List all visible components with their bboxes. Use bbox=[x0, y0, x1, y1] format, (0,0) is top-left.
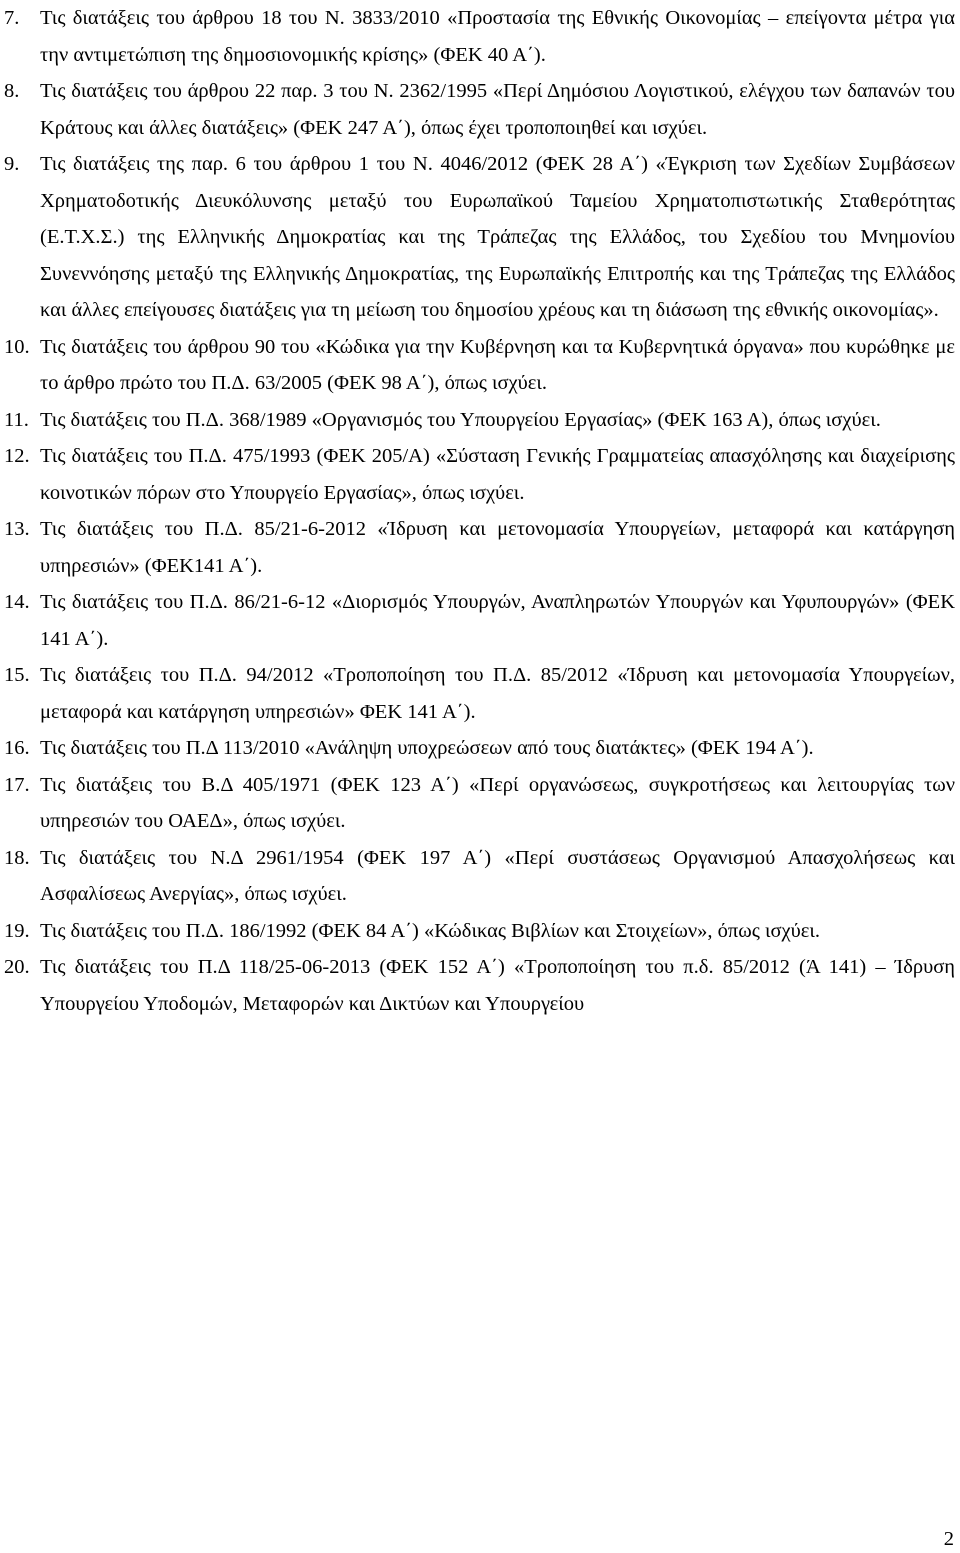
list-item-number: 7. bbox=[4, 7, 20, 29]
list-item-text: Τις διατάξεις του άρθρου 22 παρ. 3 του Ν. 2362/1995 «Περί Δημόσιου Λογιστικού, ελέγχου των δαπανών του Κράτους και άλλες διατάξεις» (ΦΕΚ 247 Α΄), όπως έχει τροποποιηθεί και ισχύει. bbox=[40, 80, 955, 139]
page-number: 2 bbox=[943, 1528, 954, 1550]
list-item-text: Τις διατάξεις του Π.Δ. 475/1993 (ΦΕΚ 205/Α) «Σύσταση Γενικής Γραμματείας απασχόλησης και διαχείρισης κοινοτικών πόρων στο Υπουργείο Εργασίας», όπως ισχύει. bbox=[40, 445, 955, 504]
list-item-text: Τις διατάξεις του άρθρου 18 του Ν. 3833/2010 «Προστασία της Εθνικής Οικονομίας – επείγοντα μέτρα για την αντιμετώπιση της δημοσιονομικής κρίσης» (ΦΕΚ 40 Α΄). bbox=[40, 7, 955, 66]
list-item bbox=[0, 511, 955, 584]
list-item-text: Τις διατάξεις του Β.Δ 405/1971 (ΦΕΚ 123 Α΄) «Περί οργανώσεως, συγκροτήσεως και λειτουργίας των υπηρεσιών του ΟΑΕΔ», όπως ισχύει. bbox=[40, 773, 955, 832]
list-item bbox=[0, 438, 955, 511]
list-item bbox=[0, 913, 955, 950]
list-item-text: Τις διατάξεις του Π.Δ. 186/1992 (ΦΕΚ 84 Α΄) «Κώδικας Βιβλίων και Στοιχείων», όπως ισχύει. bbox=[40, 919, 821, 942]
list-item-text: Τις διατάξεις του Π.Δ. 86/21-6-12 «Διορισμός Υπουργών, Αναπληρωτών Υπουργών και Υφυπουργών» (ΦΕΚ 141 Α΄). bbox=[40, 591, 955, 650]
list-item-number: 19. bbox=[4, 919, 30, 942]
list-item-text: Τις διατάξεις του Π.Δ 113/2010 «Ανάληψη υποχρεώσεων από τους διατάκτες» (ΦΕΚ 194 Α΄). bbox=[40, 737, 814, 759]
list-item-text: Τις διατάξεις του Π.Δ. 368/1989 «Οργανισμός του Υπουργείου Εργασίας» (ΦΕΚ 163 Α), όπως ισχύει. bbox=[40, 408, 881, 431]
list-item-text: Τις διατάξεις του Π.Δ. 85/21-6-2012 «Ίδρυση και μετονομασία Υπουργείων, μεταφορά και κατάργηση υπηρεσιών» (ΦΕΚ141 Α΄). bbox=[40, 518, 955, 577]
list-item bbox=[0, 584, 955, 657]
list-item bbox=[0, 402, 955, 439]
list-item-text: Τις διατάξεις του άρθρου 90 του «Κώδικα για την Κυβέρνηση και τα Κυβερνητικά όργανα» που κυρώθηκε με το άρθρο πρώτο του Π.Δ. 63/2005 (ΦΕΚ 98 Α΄), όπως ισχύει. bbox=[40, 335, 955, 394]
list-item-text: Τις διατάξεις του Ν.Δ 2961/1954 (ΦΕΚ 197 Α΄) «Περί συστάσεως Οργανισμού Απασχολήσεως και Ασφαλίσεως Ανεργίας», όπως ισχύει. bbox=[40, 846, 955, 905]
list-item-number: 15. bbox=[4, 664, 30, 686]
list-item bbox=[0, 949, 955, 1022]
list-item bbox=[0, 329, 955, 402]
list-item-text: Τις διατάξεις του Π.Δ. 94/2012 «Τροποποίηση του Π.Δ. 85/2012 «Ίδρυση και μετονομασία Υπουργείων, μεταφορά και κατάργηση υπηρεσιών» ΦΕΚ 141 Α΄). bbox=[40, 664, 955, 723]
list-item-text: Τις διατάξεις της παρ. 6 του άρθρου 1 του Ν. 4046/2012 (ΦΕΚ 28 Α΄) «Έγκριση των Σχεδίων Συμβάσεων Χρηματοδοτικής Διευκόλυνσης μεταξύ του Ευρωπαϊκού Ταμείου Χρηματοπιστωτικής Σταθερότητας (Ε.Τ.Χ.Σ.) της Ελληνικής Δημοκρατίας και της Τράπεζας της Ελλάδος, του Σχεδίου του Μνημονίου Συνεννόησης μεταξύ της Ελληνικής Δημοκρατίας, της Ευρωπαϊκής Επιτροπής και της Τράπεζας της Ελλάδος και άλλες επείγουσες διατάξεις για τη μείωση του δημοσίου χρέους και τη διάσωση της εθνικής οικονομίας». bbox=[40, 153, 955, 321]
list-item bbox=[0, 767, 955, 840]
list-item bbox=[0, 0, 955, 73]
list-item-number: 9. bbox=[4, 153, 20, 175]
list-item-number: 13. bbox=[4, 518, 30, 540]
list-item bbox=[0, 146, 955, 329]
list-item-number: 18. bbox=[4, 846, 30, 869]
list-item-number: 12. bbox=[4, 445, 30, 467]
list-item-number: 17. bbox=[4, 773, 30, 796]
list-item-number: 20. bbox=[4, 956, 30, 978]
list-item-number: 11. bbox=[4, 408, 29, 431]
list-item bbox=[0, 657, 955, 730]
list-item-number: 8. bbox=[4, 80, 20, 102]
list-item-number: 10. bbox=[4, 335, 30, 358]
list-item bbox=[0, 73, 955, 146]
list-item-text: Τις διατάξεις του Π.Δ 118/25-06-2013 (ΦΕΚ 152 Α΄) «Τροποποίηση του π.δ. 85/2012 (Ά 141) – Ίδρυση Υπουργείου Υποδομών, Μεταφορών και Δικτύων και Υπουργείου bbox=[40, 956, 955, 1015]
list-item bbox=[0, 730, 955, 767]
list-item-number: 14. bbox=[4, 591, 30, 613]
list-item bbox=[0, 840, 955, 913]
list-item-number: 16. bbox=[4, 737, 30, 759]
